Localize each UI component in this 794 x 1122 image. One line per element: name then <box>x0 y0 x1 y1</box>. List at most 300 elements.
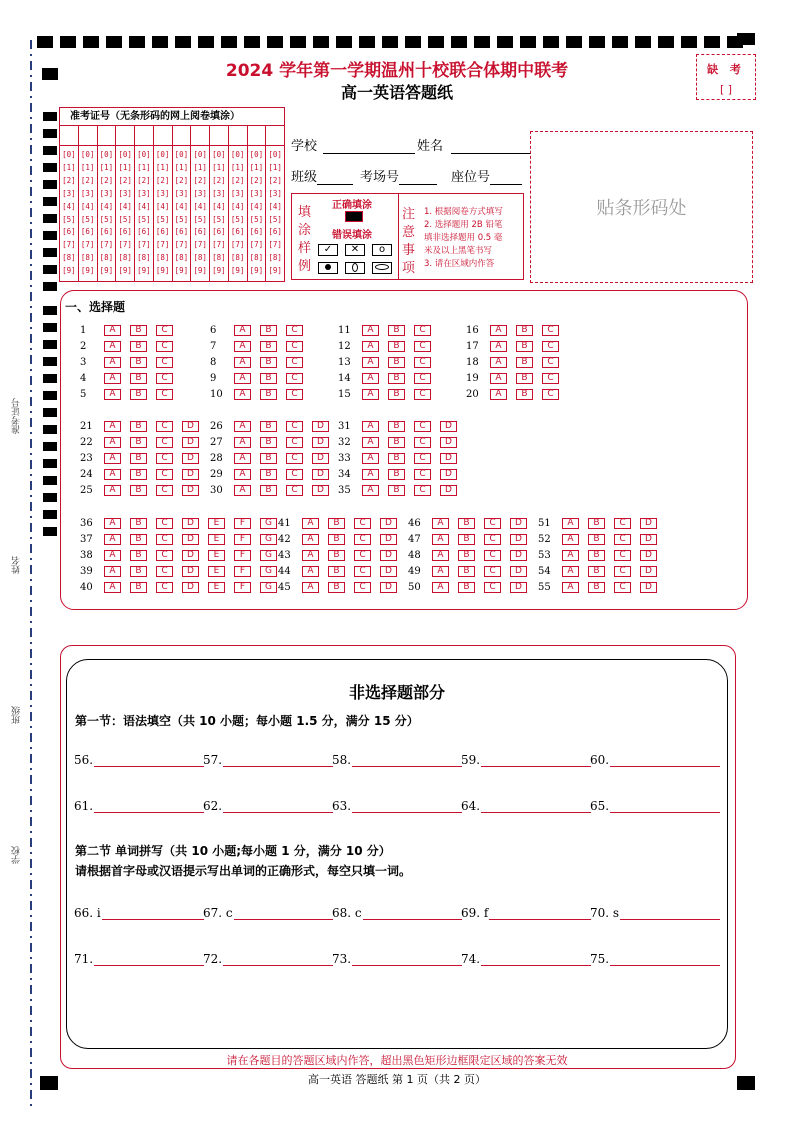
digit-bubble[interactable]: [4] <box>137 201 151 211</box>
option-bubble-c[interactable]: C <box>156 485 173 496</box>
option-bubble-c[interactable]: C <box>484 518 501 529</box>
option-bubble-b[interactable]: B <box>388 469 405 480</box>
option-bubble-c[interactable]: C <box>156 357 173 368</box>
blank-line[interactable] <box>223 952 333 966</box>
option-bubble-d[interactable]: D <box>440 453 457 464</box>
option-bubble-d[interactable]: D <box>380 550 397 561</box>
option-bubble-b[interactable]: B <box>328 582 345 593</box>
class-field[interactable] <box>291 166 353 185</box>
school-field[interactable] <box>291 135 415 154</box>
question-48[interactable] <box>408 549 536 561</box>
digit-bubble[interactable]: [8] <box>193 253 207 263</box>
digit-bubble[interactable]: [2] <box>137 175 151 185</box>
blank-line[interactable] <box>489 906 591 920</box>
digit-bubble[interactable]: [8] <box>230 253 245 263</box>
option-bubble-f[interactable]: F <box>234 566 251 577</box>
blank-line[interactable] <box>481 753 591 767</box>
digit-bubble[interactable]: [7] <box>212 240 226 250</box>
answer-blank[interactable] <box>74 751 204 767</box>
option-bubble-a[interactable]: A <box>362 437 379 448</box>
option-bubble-a[interactable]: A <box>104 534 121 545</box>
digit-bubble[interactable]: [3] <box>99 188 114 198</box>
question-14[interactable] <box>338 372 440 384</box>
option-bubble-b[interactable]: B <box>130 437 147 448</box>
option-bubble-a[interactable]: A <box>302 550 319 561</box>
option-bubble-c[interactable]: C <box>156 566 173 577</box>
blank-line[interactable] <box>481 952 591 966</box>
digit-bubble[interactable]: [1] <box>193 162 207 172</box>
option-bubble-c[interactable]: C <box>614 534 631 545</box>
digit-bubble[interactable]: [1] <box>62 162 76 172</box>
option-bubble-b[interactable]: B <box>130 373 147 384</box>
digit-bubble[interactable]: [0] <box>118 150 132 159</box>
digit-bubble[interactable]: [5] <box>193 214 207 224</box>
digit-bubble[interactable]: [7] <box>99 240 114 250</box>
question-44[interactable] <box>278 565 406 577</box>
answer-blank[interactable] <box>461 751 591 767</box>
question-40[interactable] <box>80 581 286 593</box>
option-bubble-f[interactable]: F <box>234 582 251 593</box>
option-bubble-a[interactable]: A <box>234 357 251 368</box>
digit-bubble[interactable]: [5] <box>230 214 245 224</box>
exam-room-field[interactable] <box>360 166 437 185</box>
option-bubble-b[interactable]: B <box>588 534 605 545</box>
exam-number-column[interactable] <box>210 146 229 281</box>
question-16[interactable] <box>466 324 568 336</box>
blank-line[interactable] <box>352 952 462 966</box>
answer-blank[interactable] <box>332 904 462 920</box>
option-bubble-a[interactable]: A <box>490 373 507 384</box>
exam-number-bubbles[interactable] <box>60 146 284 281</box>
exam-number-column[interactable] <box>154 146 173 281</box>
answer-blank[interactable] <box>332 797 462 813</box>
answer-blank[interactable] <box>203 904 333 920</box>
option-bubble-a[interactable]: A <box>104 357 121 368</box>
exam-number-column[interactable] <box>116 146 135 281</box>
question-9[interactable] <box>210 372 312 384</box>
blank-line[interactable] <box>610 952 720 966</box>
digit-bubble[interactable]: [3] <box>193 188 207 198</box>
option-bubble-c[interactable]: C <box>414 325 431 336</box>
option-bubble-a[interactable]: A <box>562 550 579 561</box>
question-19[interactable] <box>466 372 568 384</box>
option-bubble-c[interactable]: C <box>156 373 173 384</box>
option-bubble-c[interactable]: C <box>286 453 303 464</box>
option-bubble-b[interactable]: B <box>458 582 475 593</box>
digit-bubble[interactable]: [4] <box>249 201 264 211</box>
option-bubble-a[interactable]: A <box>234 373 251 384</box>
option-bubble-a[interactable]: A <box>490 357 507 368</box>
option-bubble-c[interactable]: C <box>286 421 303 432</box>
digit-bubble[interactable]: [4] <box>155 201 170 211</box>
exam-number-column[interactable] <box>229 146 248 281</box>
option-bubble-b[interactable]: B <box>458 518 475 529</box>
question-12[interactable] <box>338 340 440 352</box>
option-bubble-b[interactable]: B <box>130 325 147 336</box>
option-bubble-d[interactable]: D <box>510 566 527 577</box>
option-bubble-a[interactable]: A <box>362 421 379 432</box>
question-36[interactable] <box>80 517 286 529</box>
question-3[interactable] <box>80 356 182 368</box>
digit-bubble[interactable]: [3] <box>268 188 282 198</box>
digit-bubble[interactable]: [1] <box>174 162 189 172</box>
option-bubble-g[interactable]: G <box>260 518 277 529</box>
blank-line[interactable] <box>352 799 462 813</box>
digit-bubble[interactable]: [9] <box>230 266 245 276</box>
digit-bubble[interactable]: [4] <box>99 201 114 211</box>
option-bubble-a[interactable]: A <box>362 325 379 336</box>
question-18[interactable] <box>466 356 568 368</box>
exam-room-line[interactable] <box>399 184 437 185</box>
digit-bubble[interactable]: [9] <box>62 266 76 276</box>
option-bubble-b[interactable]: B <box>328 518 345 529</box>
option-bubble-a[interactable]: A <box>362 357 379 368</box>
option-bubble-b[interactable]: B <box>516 373 533 384</box>
answer-blank[interactable] <box>203 797 333 813</box>
option-bubble-a[interactable]: A <box>234 453 251 464</box>
option-bubble-c[interactable]: C <box>354 582 371 593</box>
digit-bubble[interactable]: [8] <box>268 253 282 263</box>
digit-bubble[interactable]: [1] <box>268 162 282 172</box>
digit-bubble[interactable]: [5] <box>249 214 264 224</box>
name-field[interactable] <box>417 135 531 154</box>
answer-blank[interactable] <box>203 751 333 767</box>
option-bubble-b[interactable]: B <box>588 566 605 577</box>
question-55[interactable] <box>538 581 666 593</box>
option-bubble-b[interactable]: B <box>260 325 277 336</box>
option-bubble-a[interactable]: A <box>234 325 251 336</box>
question-45[interactable] <box>278 581 406 593</box>
option-bubble-b[interactable]: B <box>588 518 605 529</box>
digit-bubble[interactable]: [1] <box>99 162 114 172</box>
digit-bubble[interactable]: [7] <box>118 240 132 250</box>
digit-bubble[interactable]: [0] <box>174 150 189 159</box>
question-6[interactable] <box>210 324 312 336</box>
option-bubble-d[interactable]: D <box>440 421 457 432</box>
question-22[interactable] <box>80 436 208 448</box>
question-13[interactable] <box>338 356 440 368</box>
digit-bubble[interactable]: [0] <box>99 150 114 159</box>
digit-bubble[interactable]: [1] <box>230 162 245 172</box>
digit-bubble[interactable]: [1] <box>249 162 264 172</box>
blank-line[interactable] <box>94 799 204 813</box>
option-bubble-a[interactable]: A <box>234 469 251 480</box>
option-bubble-b[interactable]: B <box>388 453 405 464</box>
exam-number-column[interactable] <box>135 146 154 281</box>
option-bubble-c[interactable]: C <box>354 518 371 529</box>
option-bubble-b[interactable]: B <box>260 373 277 384</box>
option-bubble-a[interactable]: A <box>362 389 379 400</box>
digit-bubble[interactable]: [3] <box>155 188 170 198</box>
option-bubble-a[interactable]: A <box>432 582 449 593</box>
digit-bubble[interactable]: [3] <box>118 188 132 198</box>
blank-line[interactable] <box>481 799 591 813</box>
option-bubble-a[interactable]: A <box>562 566 579 577</box>
digit-bubble[interactable]: [7] <box>230 240 245 250</box>
option-bubble-a[interactable]: A <box>302 582 319 593</box>
exam-number-column[interactable] <box>60 146 79 281</box>
option-bubble-c[interactable]: C <box>286 341 303 352</box>
question-17[interactable] <box>466 340 568 352</box>
option-bubble-b[interactable]: B <box>388 485 405 496</box>
option-bubble-c[interactable]: C <box>614 550 631 561</box>
option-bubble-c[interactable]: C <box>484 566 501 577</box>
option-bubble-a[interactable]: A <box>432 566 449 577</box>
option-bubble-b[interactable]: B <box>388 373 405 384</box>
blank-line[interactable] <box>223 753 333 767</box>
option-bubble-c[interactable]: C <box>354 534 371 545</box>
digit-bubble[interactable]: [9] <box>174 266 189 276</box>
option-bubble-b[interactable]: B <box>130 518 147 529</box>
option-bubble-b[interactable]: B <box>516 357 533 368</box>
option-bubble-a[interactable]: A <box>234 421 251 432</box>
question-2[interactable] <box>80 340 182 352</box>
question-25[interactable] <box>80 484 208 496</box>
answer-blank[interactable] <box>590 904 720 920</box>
digit-bubble[interactable]: [3] <box>230 188 245 198</box>
answer-blank[interactable] <box>203 950 333 966</box>
option-bubble-b[interactable]: B <box>516 341 533 352</box>
option-bubble-d[interactable]: D <box>510 518 527 529</box>
option-bubble-a[interactable]: A <box>104 389 121 400</box>
option-bubble-e[interactable]: E <box>208 518 225 529</box>
digit-bubble[interactable]: [0] <box>137 150 151 159</box>
seat-field[interactable] <box>451 166 522 185</box>
option-bubble-d[interactable]: D <box>510 534 527 545</box>
digit-bubble[interactable]: [7] <box>193 240 207 250</box>
digit-bubble[interactable]: [1] <box>80 162 95 172</box>
option-bubble-a[interactable]: A <box>104 453 121 464</box>
digit-bubble[interactable]: [9] <box>118 266 132 276</box>
option-bubble-d[interactable]: D <box>440 437 457 448</box>
digit-bubble[interactable]: [1] <box>212 162 226 172</box>
exam-number-column[interactable] <box>98 146 117 281</box>
exam-number-grid[interactable] <box>59 107 285 282</box>
option-bubble-b[interactable]: B <box>130 534 147 545</box>
option-bubble-b[interactable]: B <box>130 357 147 368</box>
digit-bubble[interactable]: [1] <box>155 162 170 172</box>
answer-blank[interactable] <box>590 751 720 767</box>
digit-bubble[interactable]: [4] <box>118 201 132 211</box>
digit-bubble[interactable]: [2] <box>155 175 170 185</box>
option-bubble-a[interactable]: A <box>302 518 319 529</box>
digit-bubble[interactable]: [7] <box>249 240 264 250</box>
question-5[interactable] <box>80 388 182 400</box>
name-line[interactable] <box>451 153 531 154</box>
exam-number-column[interactable] <box>266 146 284 281</box>
digit-bubble[interactable]: [7] <box>62 240 76 250</box>
digit-bubble[interactable]: [4] <box>212 201 226 211</box>
option-bubble-c[interactable]: C <box>414 373 431 384</box>
option-bubble-d[interactable]: D <box>182 550 199 561</box>
option-bubble-c[interactable]: C <box>354 566 371 577</box>
option-bubble-d[interactable]: D <box>182 437 199 448</box>
option-bubble-c[interactable]: C <box>414 421 431 432</box>
option-bubble-d[interactable]: D <box>312 453 329 464</box>
blank-line[interactable] <box>102 906 204 920</box>
answer-blank[interactable] <box>461 950 591 966</box>
question-4[interactable] <box>80 372 182 384</box>
option-bubble-c[interactable]: C <box>484 550 501 561</box>
exam-number-column[interactable] <box>248 146 267 281</box>
option-bubble-c[interactable]: C <box>156 421 173 432</box>
option-bubble-d[interactable]: D <box>182 421 199 432</box>
digit-bubble[interactable]: [3] <box>174 188 189 198</box>
option-bubble-b[interactable]: B <box>260 469 277 480</box>
option-bubble-a[interactable]: A <box>432 518 449 529</box>
digit-bubble[interactable]: [6] <box>193 227 207 237</box>
digit-bubble[interactable]: [7] <box>155 240 170 250</box>
option-bubble-c[interactable]: C <box>286 485 303 496</box>
option-bubble-c[interactable]: C <box>414 389 431 400</box>
option-bubble-a[interactable]: A <box>104 325 121 336</box>
option-bubble-e[interactable]: E <box>208 550 225 561</box>
option-bubble-a[interactable]: A <box>234 341 251 352</box>
option-bubble-d[interactable]: D <box>182 485 199 496</box>
digit-bubble[interactable]: [2] <box>174 175 189 185</box>
option-bubble-e[interactable]: E <box>208 534 225 545</box>
option-bubble-c[interactable]: C <box>542 357 559 368</box>
option-bubble-a[interactable]: A <box>362 485 379 496</box>
option-bubble-d[interactable]: D <box>440 485 457 496</box>
digit-bubble[interactable]: [9] <box>155 266 170 276</box>
question-23[interactable] <box>80 452 208 464</box>
digit-bubble[interactable]: [8] <box>212 253 226 263</box>
option-bubble-d[interactable]: D <box>380 566 397 577</box>
option-bubble-f[interactable]: F <box>234 534 251 545</box>
digit-bubble[interactable]: [9] <box>249 266 264 276</box>
digit-bubble[interactable]: [2] <box>193 175 207 185</box>
option-bubble-d[interactable]: D <box>182 582 199 593</box>
seat-line[interactable] <box>490 184 522 185</box>
digit-bubble[interactable]: [9] <box>193 266 207 276</box>
class-line[interactable] <box>317 184 353 185</box>
option-bubble-d[interactable]: D <box>510 582 527 593</box>
option-bubble-c[interactable]: C <box>286 437 303 448</box>
question-47[interactable] <box>408 533 536 545</box>
option-bubble-c[interactable]: C <box>614 582 631 593</box>
question-24[interactable] <box>80 468 208 480</box>
option-bubble-c[interactable]: C <box>156 389 173 400</box>
question-34[interactable] <box>338 468 466 480</box>
digit-bubble[interactable]: [7] <box>80 240 95 250</box>
blank-line[interactable] <box>223 799 333 813</box>
option-bubble-b[interactable]: B <box>388 437 405 448</box>
digit-bubble[interactable]: [1] <box>137 162 151 172</box>
option-bubble-a[interactable]: A <box>490 325 507 336</box>
digit-bubble[interactable]: [6] <box>212 227 226 237</box>
question-15[interactable] <box>338 388 440 400</box>
option-bubble-b[interactable]: B <box>328 550 345 561</box>
option-bubble-g[interactable]: G <box>260 534 277 545</box>
option-bubble-c[interactable]: C <box>614 566 631 577</box>
digit-bubble[interactable]: [2] <box>62 175 76 185</box>
option-bubble-b[interactable]: B <box>328 566 345 577</box>
digit-bubble[interactable]: [6] <box>80 227 95 237</box>
option-bubble-b[interactable]: B <box>388 357 405 368</box>
option-bubble-b[interactable]: B <box>388 325 405 336</box>
option-bubble-a[interactable]: A <box>234 437 251 448</box>
option-bubble-a[interactable]: A <box>302 566 319 577</box>
option-bubble-a[interactable]: A <box>302 534 319 545</box>
question-8[interactable] <box>210 356 312 368</box>
answer-blank[interactable] <box>74 904 204 920</box>
option-bubble-b[interactable]: B <box>130 453 147 464</box>
option-bubble-a[interactable]: A <box>104 582 121 593</box>
digit-bubble[interactable]: [4] <box>230 201 245 211</box>
blank-line[interactable] <box>352 753 462 767</box>
option-bubble-a[interactable]: A <box>562 534 579 545</box>
question-20[interactable] <box>466 388 568 400</box>
digit-bubble[interactable]: [6] <box>230 227 245 237</box>
option-bubble-b[interactable]: B <box>516 325 533 336</box>
digit-bubble[interactable]: [5] <box>174 214 189 224</box>
option-bubble-f[interactable]: F <box>234 518 251 529</box>
option-bubble-c[interactable]: C <box>156 582 173 593</box>
exam-number-column[interactable] <box>191 146 210 281</box>
digit-bubble[interactable]: [0] <box>212 150 226 159</box>
option-bubble-b[interactable]: B <box>130 550 147 561</box>
option-bubble-b[interactable]: B <box>130 389 147 400</box>
digit-bubble[interactable]: [3] <box>62 188 76 198</box>
option-bubble-c[interactable]: C <box>414 469 431 480</box>
question-1[interactable] <box>80 324 182 336</box>
option-bubble-d[interactable]: D <box>510 550 527 561</box>
option-bubble-c[interactable]: C <box>414 357 431 368</box>
blank-line[interactable] <box>620 906 720 920</box>
digit-bubble[interactable]: [4] <box>62 201 76 211</box>
option-bubble-c[interactable]: C <box>156 534 173 545</box>
digit-bubble[interactable]: [9] <box>212 266 226 276</box>
question-33[interactable] <box>338 452 466 464</box>
option-bubble-b[interactable]: B <box>458 534 475 545</box>
option-bubble-b[interactable]: B <box>260 485 277 496</box>
digit-bubble[interactable]: [2] <box>99 175 114 185</box>
digit-bubble[interactable]: [8] <box>80 253 95 263</box>
digit-bubble[interactable]: [6] <box>99 227 114 237</box>
option-bubble-a[interactable]: A <box>104 518 121 529</box>
digit-bubble[interactable]: [9] <box>268 266 282 276</box>
question-42[interactable] <box>278 533 406 545</box>
answer-blank[interactable] <box>74 797 204 813</box>
question-39[interactable] <box>80 565 286 577</box>
digit-bubble[interactable]: [5] <box>62 214 76 224</box>
school-line[interactable] <box>323 153 415 154</box>
question-27[interactable] <box>210 436 338 448</box>
option-bubble-d[interactable]: D <box>640 534 657 545</box>
option-bubble-e[interactable]: E <box>208 582 225 593</box>
digit-bubble[interactable]: [6] <box>268 227 282 237</box>
option-bubble-d[interactable]: D <box>312 437 329 448</box>
option-bubble-c[interactable]: C <box>414 453 431 464</box>
digit-bubble[interactable]: [3] <box>137 188 151 198</box>
option-bubble-c[interactable]: C <box>614 518 631 529</box>
option-bubble-a[interactable]: A <box>432 550 449 561</box>
digit-bubble[interactable]: [3] <box>249 188 264 198</box>
option-bubble-c[interactable]: C <box>414 437 431 448</box>
digit-bubble[interactable]: [2] <box>230 175 245 185</box>
option-bubble-b[interactable]: B <box>328 534 345 545</box>
question-7[interactable] <box>210 340 312 352</box>
option-bubble-b[interactable]: B <box>388 341 405 352</box>
digit-bubble[interactable]: [4] <box>80 201 95 211</box>
option-bubble-a[interactable]: A <box>490 341 507 352</box>
option-bubble-b[interactable]: B <box>588 550 605 561</box>
question-52[interactable] <box>538 533 666 545</box>
option-bubble-d[interactable]: D <box>640 550 657 561</box>
question-41[interactable] <box>278 517 406 529</box>
digit-bubble[interactable]: [6] <box>62 227 76 237</box>
